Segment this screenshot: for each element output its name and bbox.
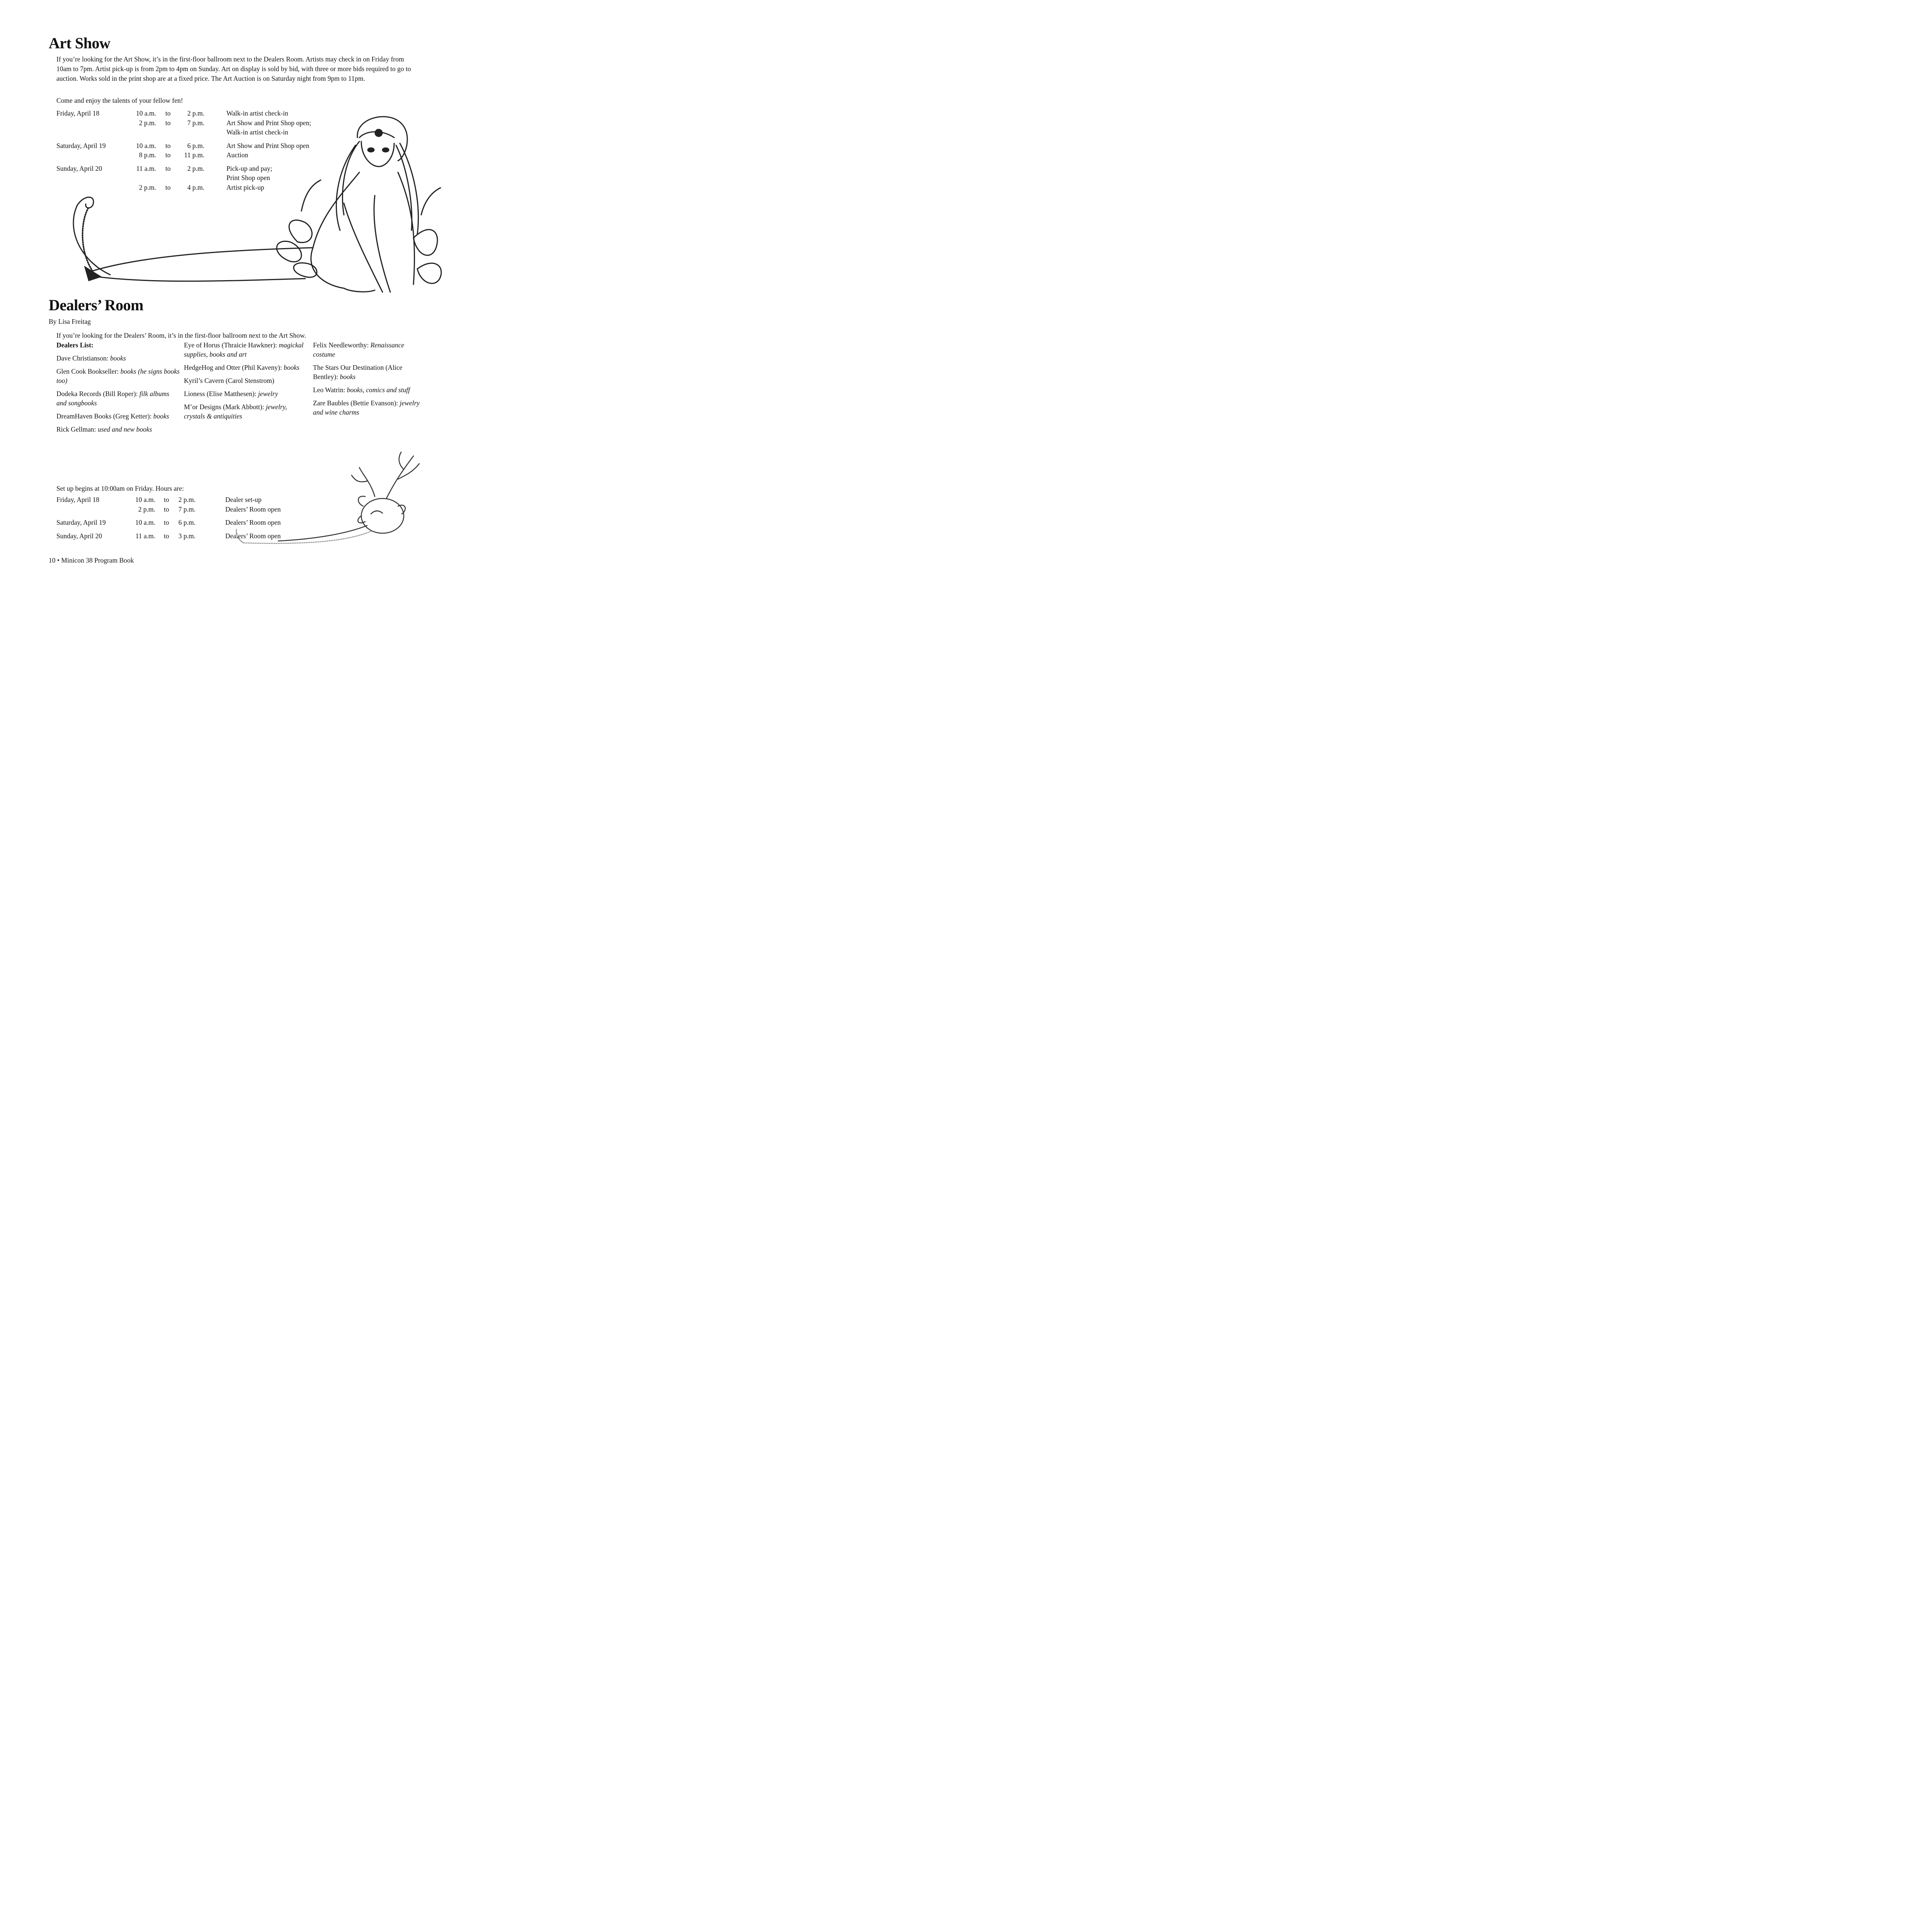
schedule-activity: Walk-in artist check-in (226, 109, 288, 117)
schedule-start-time: 10 a.m. (135, 496, 155, 503)
dealers-column-3 (313, 340, 425, 421)
dealer-name: The Stars Our Destination (Alice Bentley): (313, 364, 403, 381)
schedule-activity: Auction (226, 151, 248, 159)
schedule-activity: Dealer set-up (225, 496, 262, 503)
schedule-to: to (164, 519, 169, 526)
schedule-day: Sunday, April 20 (56, 164, 102, 172)
schedule-to: to (164, 505, 169, 513)
schedule-start-time: 10 a.m. (136, 109, 156, 117)
schedule-day: Sunday, April 20 (56, 532, 102, 540)
dealer-wares: jewelry (258, 390, 278, 398)
dealers-room-title: Dealers’ Room (49, 296, 143, 314)
dealer-name: DreamHaven Books (Greg Ketter): (56, 412, 152, 420)
schedule-start-time: 8 p.m. (139, 151, 156, 159)
dealer-name: Dodeka Records (Bill Roper): (56, 390, 138, 398)
dealer-entry (184, 376, 308, 385)
fantasy-creature-illustration (73, 114, 444, 300)
dealer-name: M’or Designs (Mark Abbott): (184, 403, 264, 411)
schedule-end-time: 11 p.m. (184, 151, 204, 159)
page-footer (49, 556, 134, 565)
dealer-name: HedgeHog and Otter (Phil Kaveny): (184, 364, 282, 371)
dealers-room-intro: If you’re looking for the Dealers’ Room, it’s in the first-floor ballroom next to the Art Show. (56, 332, 306, 339)
dealer-name: Rick Gellman: (56, 425, 96, 433)
schedule-end-time: 6 p.m. (178, 519, 196, 526)
dealer-name: Leo Watrin: (313, 386, 345, 394)
dealer-entry (184, 389, 308, 398)
art-show-title: Art Show (49, 34, 111, 52)
schedule-start-time: 10 a.m. (136, 141, 156, 150)
dealer-wares: books, comics and stuff (347, 386, 410, 394)
schedule-activity: Pick-up and pay; (226, 164, 272, 172)
schedule-to: to (165, 119, 171, 127)
dealer-wares: books (153, 412, 169, 420)
schedule-activity: Dealers’ Room open (225, 519, 281, 526)
dealer-name: Kyril’s Cavern (Carol Stenstrom) (184, 377, 274, 384)
schedule-end-time: 7 p.m. (187, 119, 204, 127)
schedule-start-time: 11 a.m. (135, 532, 155, 540)
schedule-day: Friday, April 18 (56, 109, 100, 117)
schedule-activity: Dealers’ Room open (225, 505, 281, 513)
schedule-day: Saturday, April 19 (56, 141, 106, 150)
footer-bullet: • (57, 556, 60, 564)
dealer-wares: jewelry and wine charms (313, 399, 420, 416)
dealers-hours-intro: Set up begins at 10:00am on Friday. Hours are: (56, 485, 184, 492)
schedule-to: to (165, 151, 171, 159)
dealer-entry (56, 354, 180, 363)
dealer-entry (56, 425, 180, 434)
dealer-wares: books (he signs books too) (56, 367, 180, 384)
dealer-name: Lioness (Elise Matthesen): (184, 390, 257, 398)
schedule-end-time: 2 p.m. (187, 164, 204, 172)
art-show-invitation: Come and enjoy the talents of your fellow fen! (56, 97, 183, 104)
schedule-to: to (164, 532, 169, 540)
dealer-wares: books (284, 364, 299, 371)
schedule-day: Friday, April 18 (56, 496, 100, 503)
dealers-room-byline: By Lisa Freitag (49, 318, 91, 325)
art-show-paragraph: If you’re looking for the Art Show, it’s in the first-floor ballroom next to the Dealers Room. Artists may check in on Friday from 10am to 7pm. Artist pick-up is from 2pm to 4pm on Sunday. Art on display is sold by bid, with three or more bids required to go to auction. Works sold in the print shop are at a fixed price. The Art Auction is on Saturday night from 9pm to 11pm. (56, 55, 411, 82)
dealer-entry (313, 398, 425, 417)
dealer-entry (184, 363, 308, 372)
schedule-activity: Art Show and Print Shop open (226, 141, 310, 150)
schedule-end-time: 2 p.m. (187, 109, 204, 117)
schedule-to: to (164, 496, 169, 503)
schedule-to: to (165, 183, 171, 191)
dealer-entry (56, 412, 180, 421)
schedule-activity: Artist pick-up (226, 183, 264, 191)
antlered-head-illustration (232, 448, 433, 556)
schedule-activity: Art Show and Print Shop open; (226, 119, 311, 127)
schedule-start-time: 2 p.m. (139, 183, 156, 191)
schedule-end-time: 4 p.m. (187, 183, 204, 191)
schedule-activity: Walk-in artist check-in (226, 128, 288, 136)
schedule-end-time: 7 p.m. (178, 505, 196, 513)
dealer-name: Dave Christianson: (56, 354, 109, 362)
dealer-entry (56, 367, 180, 385)
schedule-start-time: 10 a.m. (135, 519, 155, 526)
dealer-entry (56, 389, 180, 408)
schedule-start-time: 2 p.m. (138, 505, 155, 513)
schedule-start-time: 11 a.m. (136, 164, 156, 172)
dealer-wares: Renaissance costume (313, 341, 405, 358)
dealer-entry (313, 385, 425, 395)
dealer-name: Glen Cook Bookseller: (56, 367, 119, 375)
dealer-name: Zare Baubles (Bettie Evanson): (313, 399, 398, 407)
publication-name: Minicon 38 Program Book (61, 556, 134, 564)
dealer-entry (313, 363, 425, 381)
dealer-wares: jewelry, crystals & antiquities (184, 403, 287, 420)
schedule-to: to (165, 141, 171, 150)
dealer-name: Felix Needleworthy: (313, 341, 369, 349)
schedule-end-time: 2 p.m. (178, 496, 196, 503)
schedule-activity: Print Shop open (226, 174, 270, 182)
dealer-wares: filk albums and songbooks (56, 390, 170, 407)
dealer-entry (313, 340, 425, 359)
page-number: 10 (49, 556, 56, 564)
dealer-wares: books (110, 354, 126, 362)
dealer-name: Eye of Horus (Thraicie Hawkner): (184, 341, 277, 349)
dealers-column-2 (184, 340, 308, 425)
dealers-column-1 (56, 340, 180, 438)
schedule-day: Saturday, April 19 (56, 519, 106, 526)
schedule-end-time: 3 p.m. (178, 532, 196, 540)
dealer-wares: used and new books (97, 425, 152, 433)
dealers-list-heading: Dealers List: (56, 341, 94, 349)
dealer-entry (184, 402, 308, 421)
schedule-activity: Dealers’ Room open (225, 532, 281, 540)
schedule-to: to (165, 164, 171, 172)
schedule-start-time: 2 p.m. (139, 119, 156, 127)
schedule-to: to (165, 109, 171, 117)
dealer-entry (184, 340, 308, 359)
dealer-wares: magickal supplies, books and art (184, 341, 304, 358)
schedule-end-time: 6 p.m. (187, 141, 204, 150)
dealer-wares: books (340, 373, 356, 381)
